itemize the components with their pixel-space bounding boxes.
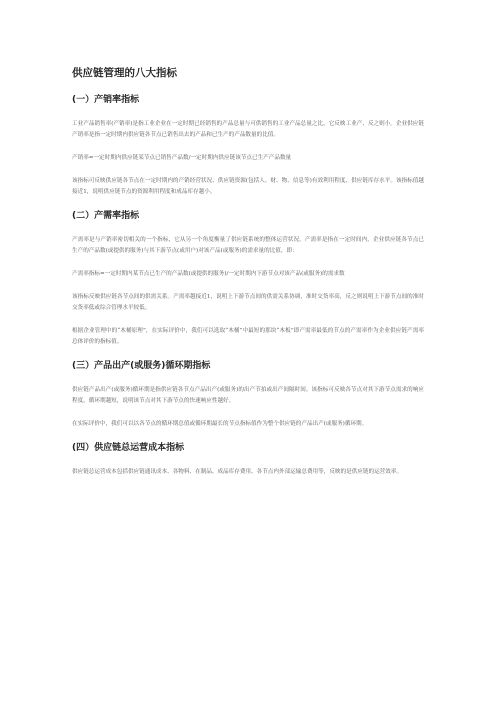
section-cycle-time [72, 360, 424, 430]
section-heading: (二）产需率指标 [72, 211, 140, 221]
document-title: 供应链管理的八大指标 [72, 67, 177, 79]
paragraph: 该指标可反映供应链各节点在一定时期内的产销经营状况、供应链资源(包括人、财、物、信息等)有效利用程度、供应链库存水平。该指标值越接近1，说明供应链节点的资源利用程度和成品库存越小。 [72, 178, 424, 195]
paragraph-formula: 产销率=一定时期内供应链某节点已销售产品数/一定时期内供应链该节点已生产产品数量 [72, 155, 292, 161]
paragraph: 供应链产品出产(或服务)循环期是指供应链各节点产品出产(或服务)的出产节拍或出产间隔时间。该指标可反映各节点对其下游节点需求的响应程度。循环期越短，说明该节点对其下游节点的快速响应性越好。 [72, 387, 424, 404]
section-total-cost [72, 442, 424, 478]
paragraph: 产需率是与产销率密切相关的一个指标，它从另一个角度衡量了供应链系统的整体运营状况。产需率是指在一定时间内，企业供应链各节点已生产的产品数(或提供的服务)与其下游节点(或用户)对该产品(或服务)的需求量的比值，即： [72, 237, 424, 254]
section-heading: (三）产品出产(或服务)循环期指标 [72, 361, 211, 371]
paragraph: 供应链总运营成本包括供应链通讯成本、各物料、在制品、成品库存费用、各节点内外部运输总费用等，反映的是供应链的运营效率。 [72, 469, 403, 475]
section-heading: (一）产销率指标 [72, 95, 140, 105]
section-heading: (四）供应链总运营成本指标 [72, 443, 185, 453]
paragraph: 该指标反映供应链各节点间的供需关系。产需率越接近1，说明上下游节点间的供需关系协调，准时交货率高，反之则说明上下游节点间的准时交货率低或综合管理水平较低。 [72, 294, 424, 311]
section-sales-rate [72, 94, 424, 198]
section-demand-rate [72, 210, 424, 348]
paragraph: 在实际评价中，我们可以以各节点的循环期总值或循环期最长的节点指标值作为整个供应链的产品出产(或服务)循环期。 [72, 421, 368, 427]
paragraph: 工业产品销售率(产销率)是指工业企业在一定时期已经销售的产品总量与可供销售的工业产品总量之比，它反映工业产、反之则小。企业供应链产销率是指一定时期内供应链各节点已销售出去的产品和已生产的产品数量的比值。 [72, 121, 424, 138]
paragraph-formula: 产需率指标=一定时期内某节点已生产的产品数(或提供的服务)/一定时期内下游节点对该产品(或服务)的需求数 [72, 271, 345, 277]
paragraph: 根据企业管理中的“木桶原理”，在实际评价中，我们可以选取“木桶”中最短的那块“木板”即产需率最低的节点的产需率作为企业供应链产需率总体评价的指标值。 [72, 328, 424, 345]
